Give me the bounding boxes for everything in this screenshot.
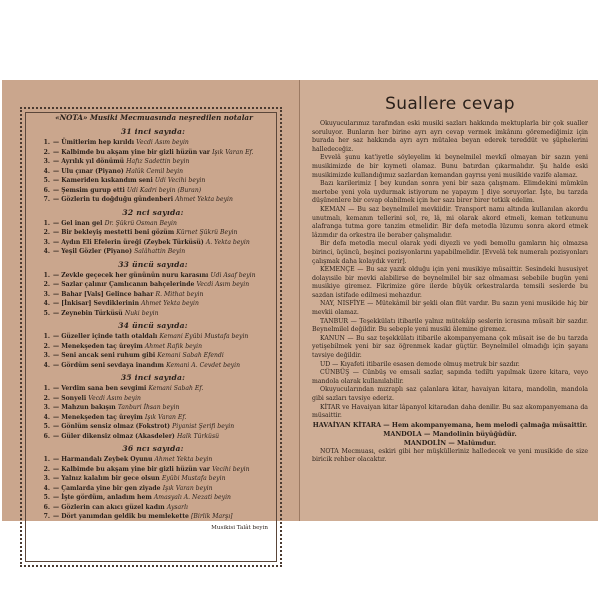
entry-number: 1. bbox=[43, 456, 50, 463]
score-entry bbox=[38, 512, 268, 522]
entry-number: 1. bbox=[43, 333, 50, 340]
entry-composer: Piyanist Şerifi beyin bbox=[172, 423, 235, 430]
entry-composer: Tanburi İhsan beyin bbox=[117, 404, 180, 411]
score-entry bbox=[38, 474, 268, 484]
entry-number: 2. bbox=[43, 229, 50, 236]
issue-heading: 32 nci sayıda: bbox=[122, 207, 184, 217]
entry-number: 1. bbox=[43, 385, 50, 392]
entry-number: 4. bbox=[43, 484, 50, 492]
issue-heading: 33 üncü sayıda: bbox=[118, 259, 188, 269]
entry-composer: Udi Vecihi beyin bbox=[154, 177, 206, 184]
entry-number: 3. bbox=[43, 352, 50, 359]
entry-composer: Kemani Eyübi Mustafa beyin bbox=[159, 333, 249, 340]
answer-paragraph: Okuyucularımız tarafından eski musiki sazları hakkında mektuplarla bir çok sualler soruluyor. Bunların her birine ayrı ayrı cevap vermek imkânını göremediğimiz için burada her saz hakkında ayrı ayrı mütalea beyan ederek tereddüt ve şüphelerini halledeceğiz. bbox=[312, 120, 588, 153]
answer-paragraph: NOTA Mecmuası, eskiri gibi her müşkülleriniz halledecek ve yeni musikide de size biricik rehber olacaktır. bbox=[312, 447, 588, 464]
entry-number: 4. bbox=[43, 361, 50, 369]
entry-title: — Kalbimde bu akşam yine bir gizli hüzün var bbox=[53, 148, 213, 156]
answer-paragraph: NAY, NISFİYE — Mütekâmil bir şekli olan flüt vardır. Bu sazın yeni musikide hiç bir mevkii olamaz. bbox=[312, 300, 588, 317]
answer-paragraph: Okuyucularından mızraplı saz çalanlara kitar, havaiyan kitara, mandolin, mandola gibi sazları tavsiye ederiz. bbox=[312, 386, 588, 402]
answer-paragraph: Bazı karilerimiz [ bey kundan sonra yeni bir saza çalışmam. Elimdekini mümkün mertebe yeni yola uydurmak istiyorum ne yapayım ] diye soruyorlar. İşte, bu tarzda düşünenlere bir cevap olabilmek için her sazı birer birer tetkik edelim. bbox=[312, 180, 588, 205]
entry-composer: Nuki beyin bbox=[124, 309, 159, 317]
entry-composer: Ahmet Rafık beyin bbox=[144, 342, 203, 350]
entry-composer: Vecdi Asım beyin bbox=[196, 281, 250, 288]
score-entry bbox=[38, 238, 268, 248]
answer-paragraph: Bir defa metodla mecul olarak yedi diyezli ve yedi bemollu gamların hiç olmazsa birinci, üçüncü, beşinci pozisyonlarını yapabilmelidir. [Evvelâ tek numeralı pozisyonları çalışmak daha kolaydık verir]. bbox=[312, 240, 588, 265]
entry-composer: Ahmet Yekta beyin bbox=[154, 456, 213, 463]
answers-column bbox=[312, 120, 588, 465]
score-entry bbox=[38, 148, 268, 158]
entry-title: — Verdim sana ben sevgimi bbox=[53, 385, 149, 392]
entry-composer: Dr. Şükrü Osman Beyin bbox=[104, 219, 177, 227]
score-entry bbox=[38, 219, 268, 229]
entry-title: — İşte gördüm, anladım hem bbox=[53, 494, 154, 501]
entry-title: — Ümitlerim hep kırıldı bbox=[53, 139, 137, 146]
issue-heading: 34 üncü sayıda: bbox=[118, 321, 188, 330]
entry-number: 1. bbox=[43, 139, 50, 146]
answer-paragraph: KİTAR ve Havaiyan kitar lâpanyol kitaradan daha denilir. Bu saz akompanyemana da müsaittir. bbox=[312, 403, 588, 420]
entry-title: — Gönlüm sensiz olmaz (Fokstrot) bbox=[53, 423, 173, 430]
entry-title: — Menekşeden taç ûreyim bbox=[53, 413, 145, 421]
entry-number: 6. bbox=[43, 503, 50, 511]
score-entry bbox=[38, 332, 268, 342]
score-entry bbox=[38, 342, 268, 352]
entry-title: — Güler dikensiz olmaz (Akasdeler) bbox=[53, 432, 177, 440]
entry-composer: Halûk Cemil beyin bbox=[125, 167, 184, 175]
score-entry bbox=[38, 351, 268, 361]
entry-number: 1. bbox=[43, 271, 50, 279]
right-page bbox=[300, 80, 598, 521]
score-entry bbox=[38, 465, 268, 475]
score-entry bbox=[38, 228, 268, 238]
score-entry bbox=[38, 413, 268, 423]
entry-title: — Menekşeden taç ûreyim bbox=[53, 342, 145, 350]
score-entry bbox=[38, 195, 268, 205]
entry-composer: Kemani A. Cevdet beyin bbox=[166, 361, 240, 369]
entry-title: — Güzeller içinde tatlı otaldalı bbox=[53, 333, 160, 340]
score-entry bbox=[38, 299, 268, 309]
entry-title: — Mahzun bakışın bbox=[53, 404, 118, 411]
answer-paragraph: CÜNBÜŞ — Cünbüş ve emsali sazlar, sapında tediltı yapılmak üzere kitara, veyo mandola olarak kullanılabilir. bbox=[312, 369, 588, 385]
answer-paragraph: UD — Kıyafeti itibarile esasen demode olmuş metruk bir sazdır. bbox=[320, 360, 520, 368]
entry-composer: Udi Kadri beyin (Buran) bbox=[126, 186, 202, 194]
answer-paragraph: KEMAN — Bu saz beynelmilel mevkiidir. Transport namı altında kullanılan akordu unutmalı, kemanın tellerini sol, re, lâ, mi olarak akord etmeli, keman tetkununu alafranga tutma gore tanzim etmelidir. Bir defa metodla lüzumu sonra akord etmek lâzımdır da orkestra ile beraber çalışmalıdır. bbox=[312, 205, 588, 239]
answer-heading: MANDOLİN — Malûmdur. bbox=[403, 438, 497, 447]
score-entry bbox=[38, 455, 268, 465]
entry-number: 5. bbox=[43, 177, 50, 184]
entry-title: — Sonyeli bbox=[53, 394, 89, 402]
entry-number: 3. bbox=[43, 475, 50, 482]
score-entry bbox=[38, 186, 268, 196]
entry-title: — Ayrılık yıl dönümü bbox=[53, 158, 127, 165]
answer-paragraph: KEMENÇE — Bu saz yazık olduğu için yeni musikiye müsaittir. Sesindeki hususiyet dolayısile bir mevki alabilirse de beynelmilel bir saz olmaması sebebile bugün yeni musikiye giremez. Fikrimize göre ilerde büyük orkestralarda temsili seslerde bu sazdan istifade edilmesi mehazdur. bbox=[312, 266, 588, 299]
entry-title: — Zeynebin Türküsü bbox=[53, 309, 125, 317]
answer-heading: MANDOLA — Mandolinin büyüğüdür. bbox=[383, 429, 517, 438]
score-entry bbox=[38, 280, 268, 290]
score-entry bbox=[38, 309, 268, 319]
score-entry bbox=[38, 361, 268, 371]
issue-heading: 36 ncı sayıda: bbox=[122, 444, 184, 453]
page-title: Suallere cevap bbox=[385, 94, 515, 114]
entry-number: 5. bbox=[43, 494, 50, 501]
entry-title: — Kalbimde bu akşam yine bir gizli hüzün var bbox=[53, 465, 213, 473]
entry-composer: Kürnet Şükrü Beyin bbox=[176, 229, 238, 236]
entry-number: 2. bbox=[43, 281, 50, 288]
entry-number: 2. bbox=[43, 465, 50, 473]
left-page bbox=[2, 80, 300, 531]
entry-title: — Harmandalı Zeybek Oyunu bbox=[53, 456, 155, 463]
entry-number: 5. bbox=[43, 309, 50, 317]
entry-number: 3. bbox=[43, 290, 50, 298]
entry-title: — Gördüm seni sevdaya inandım bbox=[53, 361, 167, 369]
entry-composer: Vecihi beyin bbox=[212, 465, 250, 473]
entry-number: 3. bbox=[43, 158, 50, 165]
entry-title: — Aydın Eli Efelerin üreği (Zeybek Türküsü) bbox=[53, 238, 206, 246]
entry-number: 4. bbox=[43, 248, 50, 255]
entry-composer: A. Yekta beyin bbox=[205, 238, 250, 246]
entry-number: 3. bbox=[43, 404, 50, 411]
entry-number: 7. bbox=[43, 513, 50, 520]
list-signature: Musikisi Talât beyin bbox=[211, 524, 268, 531]
entry-composer: Vecdi Asım beyin bbox=[136, 139, 189, 146]
entry-number: 6. bbox=[43, 186, 50, 194]
score-entry bbox=[38, 384, 268, 394]
score-entry bbox=[38, 422, 268, 432]
entry-composer: Halk Türküsü bbox=[176, 432, 220, 440]
entry-composer: R. Mithat beyin bbox=[155, 290, 204, 298]
entry-title: — Çamlarda yine bir gen ziyade bbox=[53, 484, 163, 492]
entry-composer: Ahmet Yekta beyin bbox=[175, 196, 233, 203]
entry-title: — [İnkisar] Sevdiklerinin bbox=[53, 300, 142, 307]
magazine-spread bbox=[2, 80, 598, 531]
score-entry bbox=[38, 290, 268, 300]
entry-number: 4. bbox=[43, 167, 50, 175]
entry-title: — Bahar [Vals] Gelince bahar bbox=[53, 290, 156, 298]
entry-title: — Şemsim gurup etti bbox=[53, 186, 127, 194]
entry-composer: Işık Varan Ef. bbox=[212, 148, 254, 156]
score-entry bbox=[38, 157, 268, 167]
score-entry bbox=[38, 484, 268, 494]
entry-title: — Bir bekleyiş mestetti beni gözüm bbox=[53, 229, 177, 236]
score-entry bbox=[38, 403, 268, 413]
score-entry bbox=[38, 493, 268, 503]
entry-title: — Gel inan gel bbox=[53, 219, 105, 227]
entry-number: 3. bbox=[43, 238, 50, 246]
entry-title: — Gözlerin can akıcı güzel kadın bbox=[53, 503, 167, 511]
score-entry bbox=[38, 247, 268, 257]
answer-paragraph: KANUN — Bu saz teşekkülatı itibarile akompanyemana çok müsait ise de bu tarzda yetişebilmek yeni bir saz öğrenmek kadar güçtür. Beynelmilel olmadığı için şayanı tavsiye değildir. bbox=[312, 334, 588, 360]
entry-title: — Sazlar çalınır Çamlıcanın bahçelerinde bbox=[53, 281, 197, 288]
entry-number: 5. bbox=[43, 423, 50, 430]
entry-title: — Yalnız kalalım bir gece olsun bbox=[53, 475, 162, 482]
entry-number: 2. bbox=[43, 394, 50, 402]
answer-paragraph: TANBUR — Teşekkülatı itibarile yalnız mütekâip seslerin icrasına müsait bir sazdır. Beynelmilel değildir. Bu sebeple yeni musiki âlemine giremez. bbox=[312, 317, 588, 334]
entry-number: 2. bbox=[43, 148, 50, 156]
entry-number: 7. bbox=[43, 196, 50, 203]
entry-composer: Aysarlı bbox=[166, 503, 188, 511]
score-entry bbox=[38, 394, 268, 404]
entry-composer: Vecdi Asım beyin bbox=[88, 394, 141, 402]
entry-composer: Hafız Sadettin beyin bbox=[126, 158, 190, 165]
entry-composer: [Birlik Marşı] bbox=[191, 513, 233, 520]
entry-number: 4. bbox=[43, 413, 50, 421]
entry-composer: Ahmet Yekta beyin bbox=[141, 300, 199, 307]
score-entry bbox=[38, 432, 268, 442]
entry-composer: Amasyalı A. Nezati beyin bbox=[153, 494, 231, 501]
score-entry bbox=[38, 271, 268, 281]
score-list bbox=[38, 124, 268, 531]
entry-title: — Dört yanımdan geldik bu memlekette bbox=[53, 513, 192, 520]
entry-title: — Gözlerin tu doğduğu gündenberi bbox=[53, 196, 176, 203]
score-entry bbox=[38, 167, 268, 177]
entry-composer: Eyübi Mustafa beyin bbox=[161, 475, 226, 482]
entry-number: 2. bbox=[43, 342, 50, 350]
score-entry bbox=[38, 503, 268, 513]
entry-title: — Yeşil Gözler (Piyano) bbox=[53, 248, 135, 255]
answer-heading: HAVAİYAN KİTARA — Hem akompanyemana, hem melodi çalmağa müsaittir. bbox=[312, 420, 588, 429]
entry-title: — Zevkle geçecek her gününün nuru karasını bbox=[53, 271, 211, 279]
score-entry bbox=[38, 176, 268, 186]
entry-composer: Udi Asaf beyin bbox=[210, 271, 256, 279]
entry-composer: Işık Varan Ef. bbox=[144, 413, 187, 421]
answer-paragraph: Evvelâ şunu kat'iyetle söyleyelim ki beynelmilel mevkiî olmayan bir sazın yeni musikimizde de bir kıymeti olamaz. Bunu batırdan çıkarmalıdır. Şu halde eski musikimizde kullandığımız sazlardan kemandan gayrısı yeni musikide vazife alamaz. bbox=[312, 154, 588, 179]
entry-composer: Işık Varan beyin bbox=[162, 484, 213, 492]
entry-number: 4. bbox=[43, 300, 50, 307]
entry-number: 6. bbox=[43, 432, 50, 440]
list-heading: «NOTA» Musiki Mecmuasında neşredilen notalar bbox=[55, 113, 253, 122]
issue-heading: 31 inci sayıda: bbox=[120, 127, 186, 136]
entry-composer: Salâhattin Beyin bbox=[134, 248, 186, 255]
entry-title: — Kameriden kıskandım seni bbox=[53, 177, 155, 184]
score-entry bbox=[38, 138, 268, 148]
entry-title: — Seni ancak seni ruhum gibi bbox=[53, 352, 158, 359]
issue-heading: 35 inci sayıda: bbox=[120, 373, 186, 382]
entry-number: 1. bbox=[43, 219, 50, 227]
entry-composer: Kemani Sabah Ef. bbox=[148, 385, 204, 392]
entry-composer: Kemani Sabah Efendi bbox=[157, 352, 224, 359]
entry-title: — Ulu çınar (Piyano) bbox=[53, 167, 126, 175]
